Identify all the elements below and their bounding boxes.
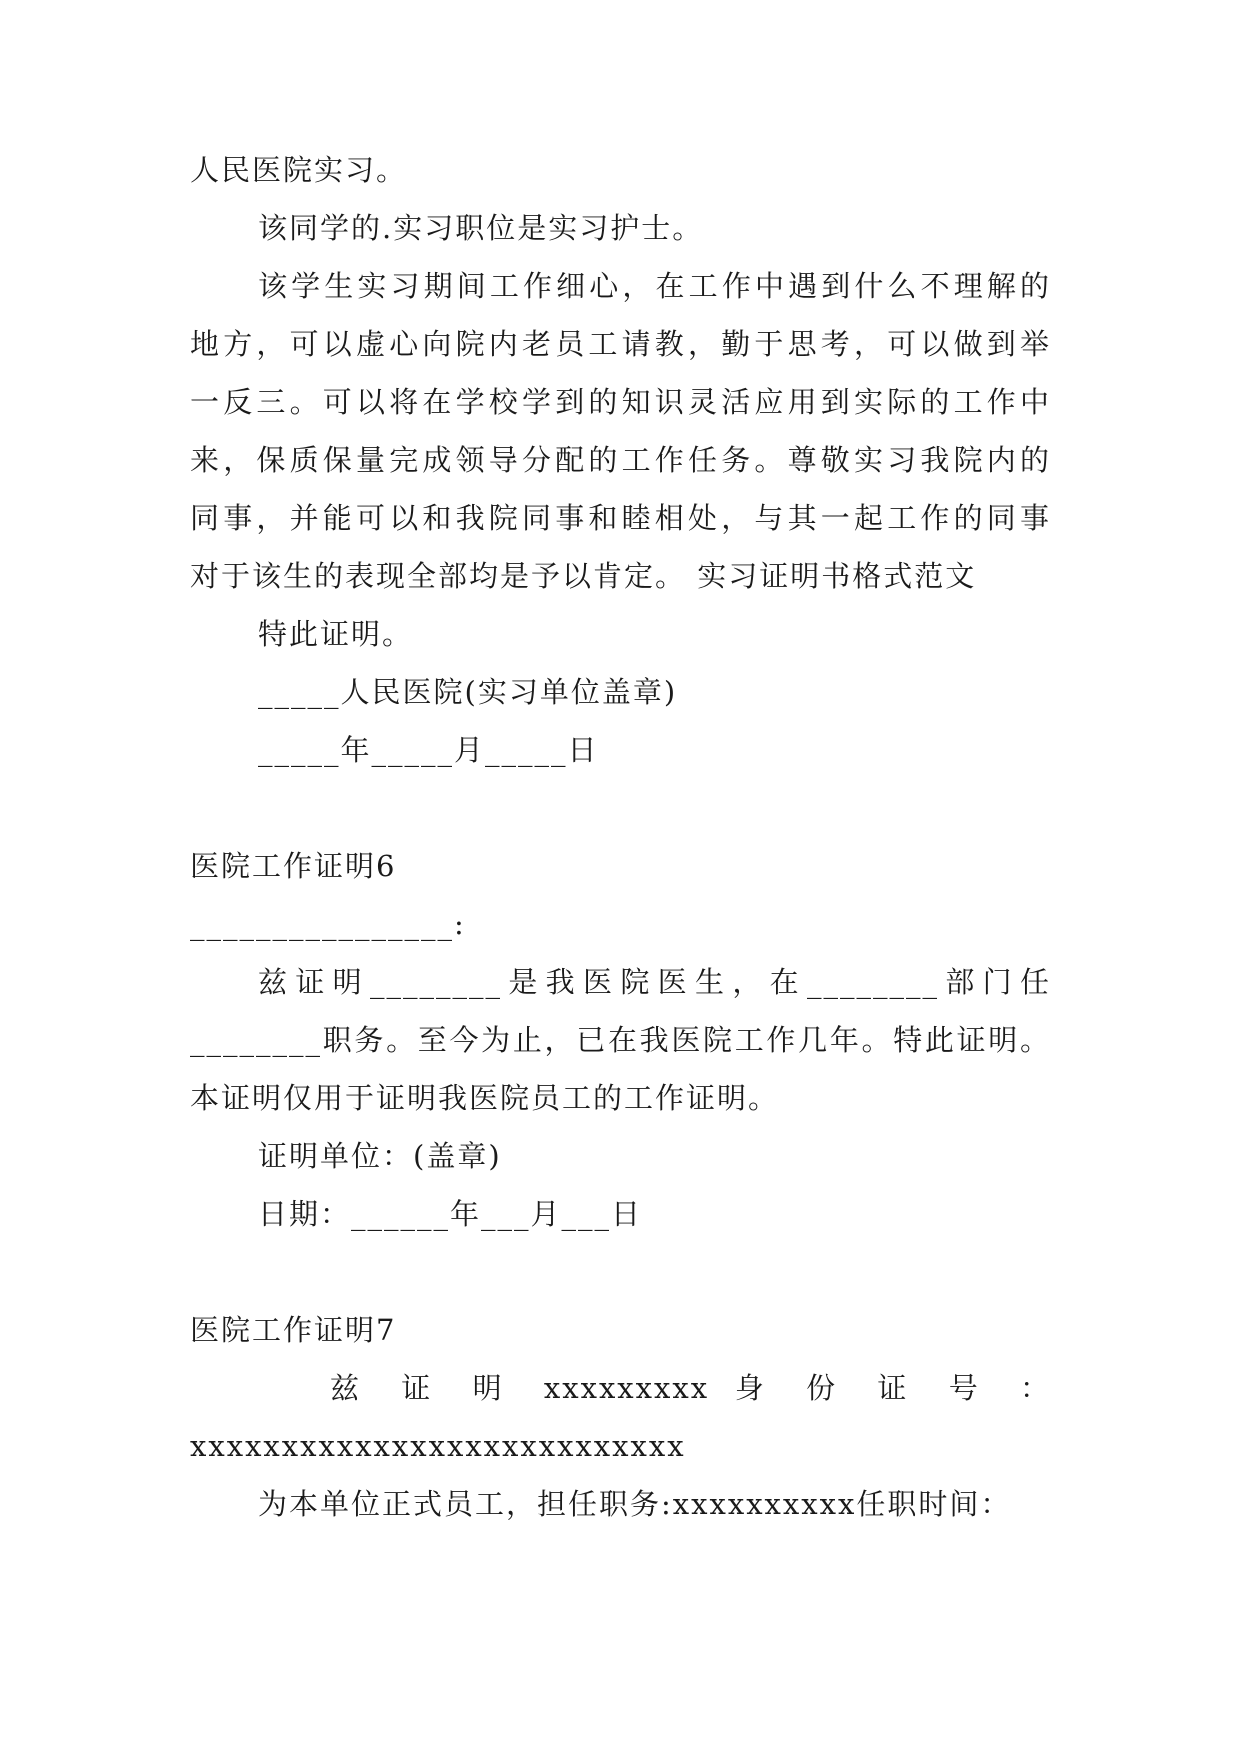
- text-line: 日期：______年___月___日: [258, 1197, 643, 1231]
- text-line: 该同学的.实习职位是实习护士。: [258, 211, 704, 245]
- text-line: 证明单位：(盖章): [258, 1139, 502, 1173]
- text-line: 来，保质保量完成领导分配的工作任务。尊敬实习我院内的: [190, 443, 1051, 477]
- text-line: 该学生实习期间工作细心，在工作中遇到什么不理解的: [258, 269, 1051, 303]
- text-line: xxxxxxxxxxxxxxxxxxxxxxxxxxx: [190, 1429, 686, 1463]
- text-line: ________职务。至今为止，已在我医院工作几年。特此证明。: [190, 1023, 1051, 1057]
- text-line: 一反三。可以将在学校学到的知识灵活应用到实际的工作中: [190, 385, 1051, 419]
- text-line: 对于该生的表现全部均是予以肯定。 实习证明书格式范文: [190, 559, 977, 593]
- text-line: 地方，可以虚心向院内老员工请教，勤于思考，可以做到举: [190, 327, 1051, 361]
- text-line: ________________:: [190, 907, 466, 941]
- text-line: _____年_____月_____日: [258, 733, 599, 767]
- text-line: 人民医院实习。: [190, 153, 408, 187]
- text-line: 特此证明。: [258, 617, 414, 651]
- text-line: _____人民医院(实习单位盖章): [258, 675, 678, 709]
- text-line: 本证明仅用于证明我医院员工的工作证明。: [190, 1081, 780, 1115]
- text-line: 兹 证 明 xxxxxxxxx 身 份 证 号 ：: [330, 1371, 1051, 1405]
- section-heading: 医院工作证明7: [190, 1313, 397, 1347]
- text-line: 同事，并能可以和我院同事和睦相处，与其一起工作的同事: [190, 501, 1051, 535]
- text-line: 为本单位正式员工，担任职务:xxxxxxxxxx任职时间：: [258, 1487, 1012, 1521]
- section-heading: 医院工作证明6: [190, 849, 397, 883]
- text-line: 兹证明________是我医院医生，在________部门任: [258, 965, 1051, 999]
